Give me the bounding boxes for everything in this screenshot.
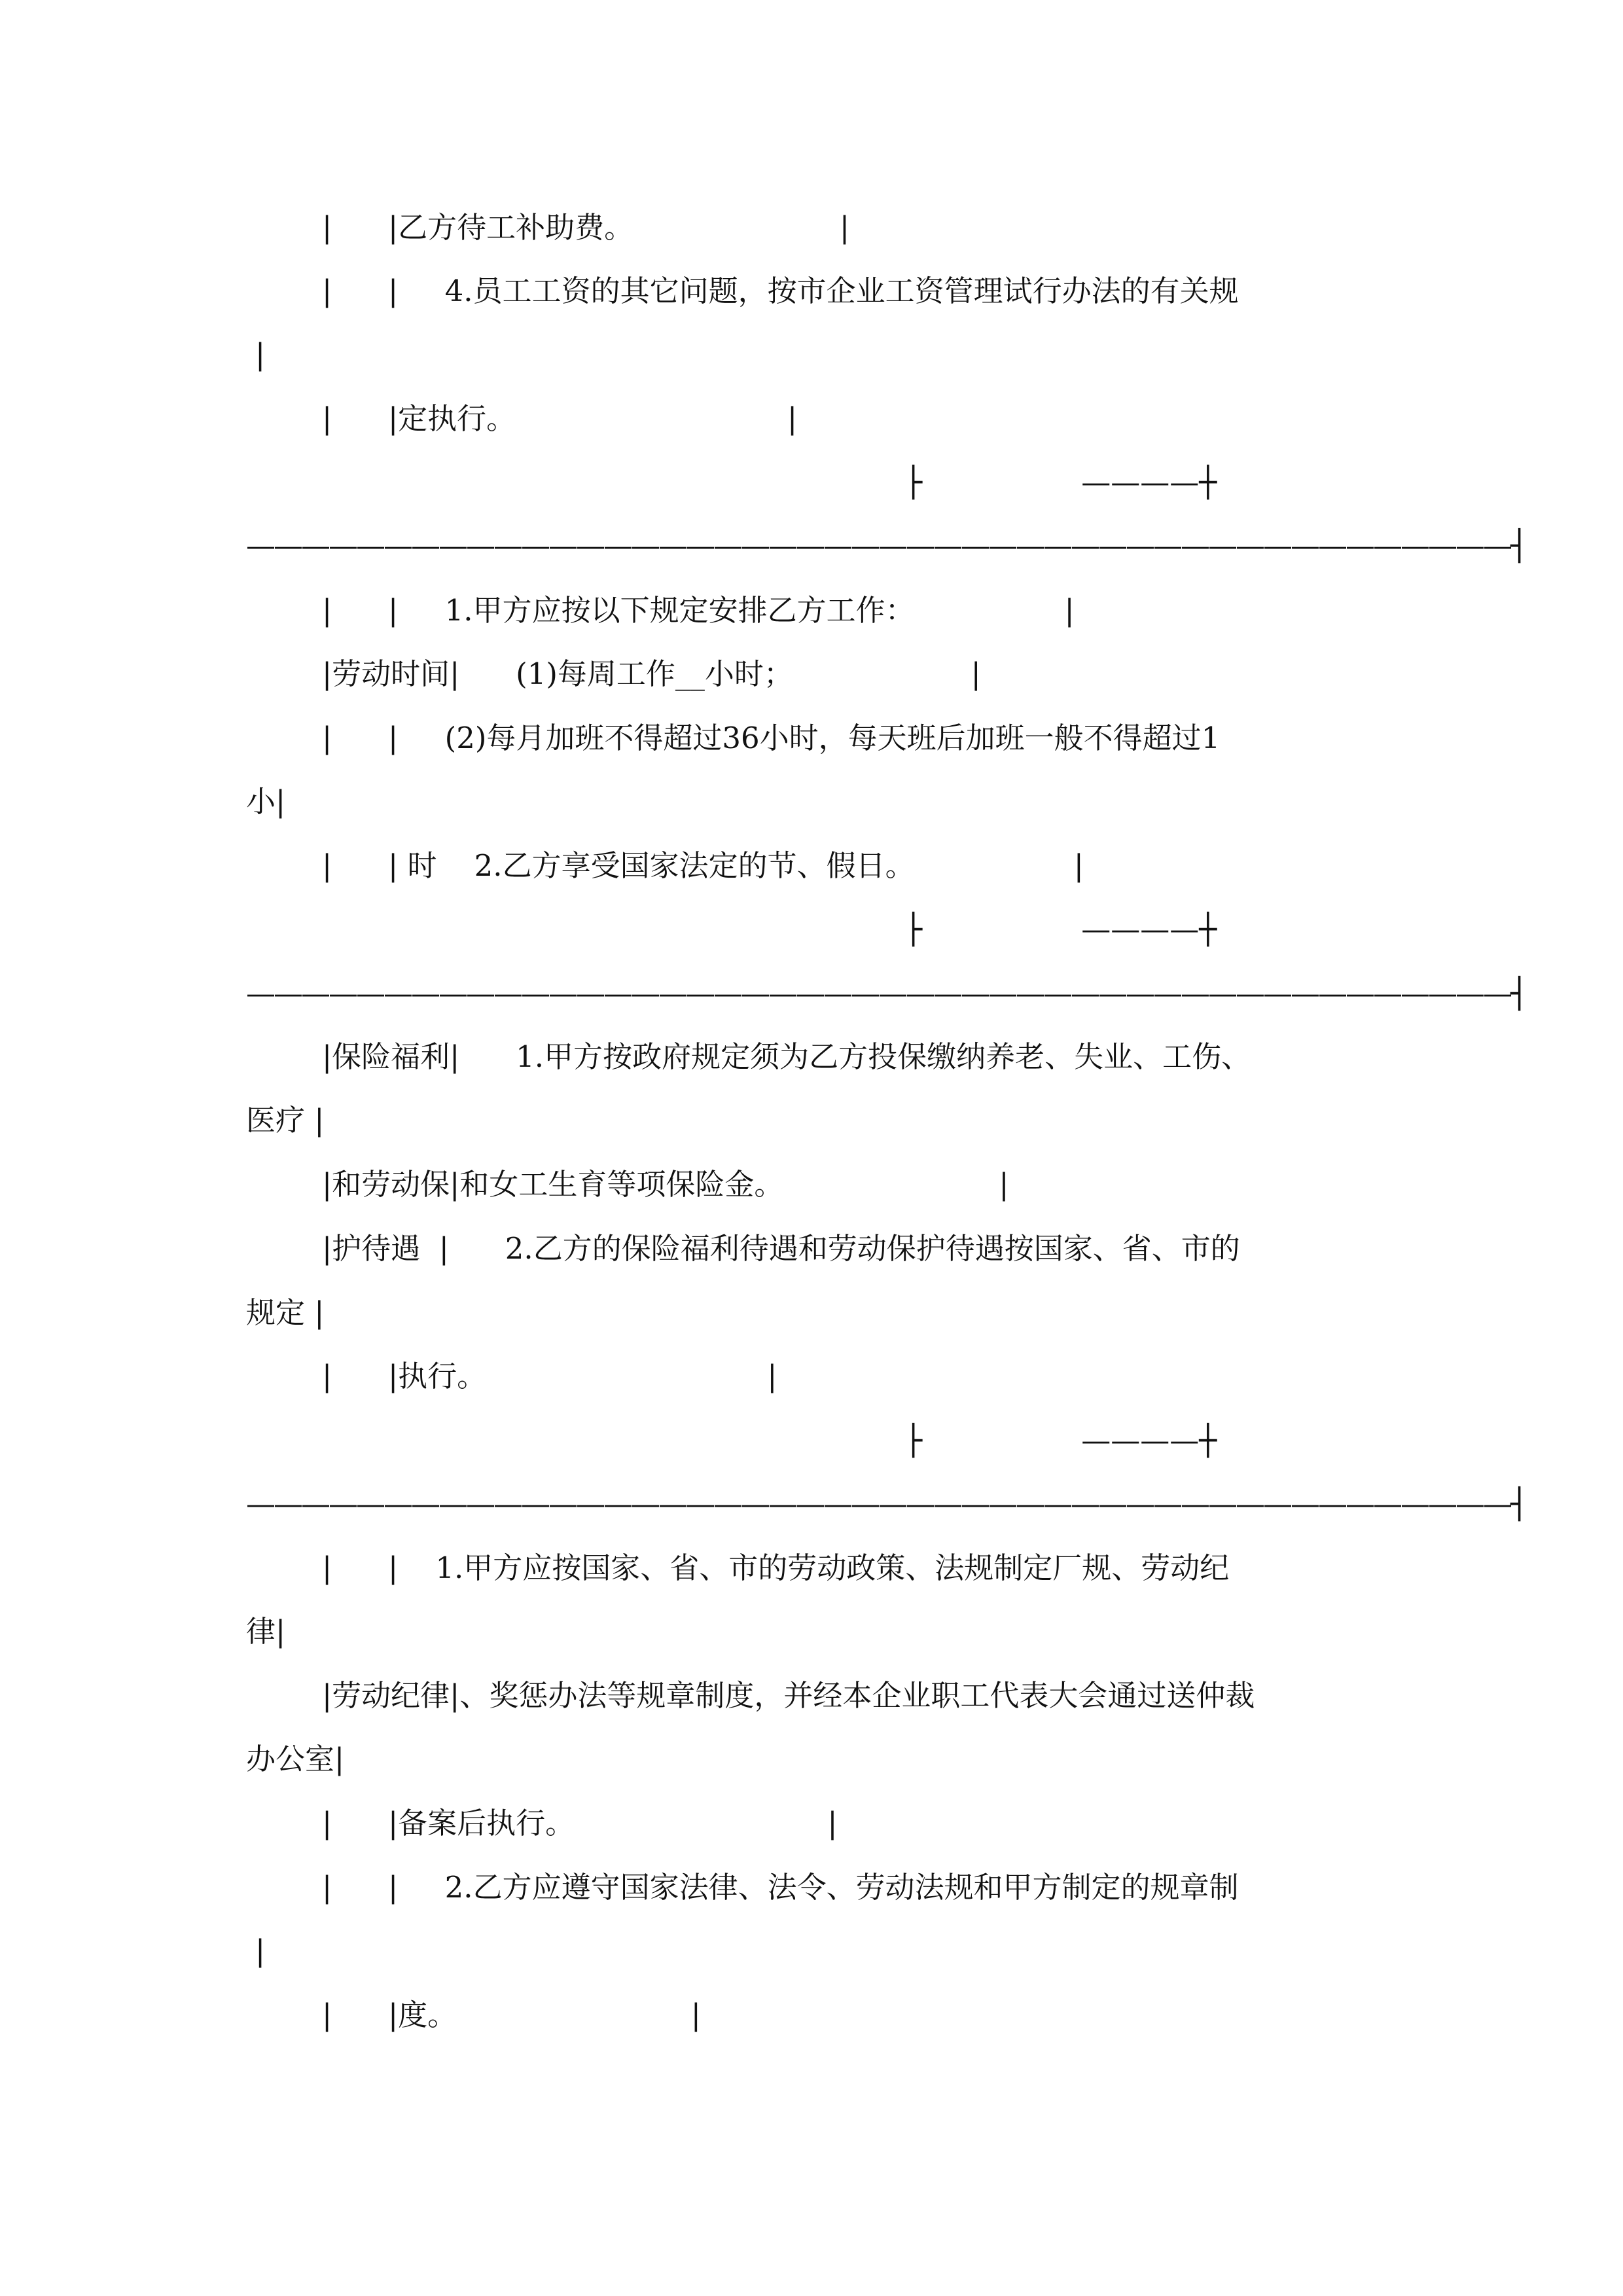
table-rule: ——————————————————————————————————————————————┤ — [246, 976, 1527, 1011]
text-line: 规定 | — [246, 1295, 325, 1330]
table-rule: ├ ————┼ — [904, 912, 1217, 946]
text-line: |劳动纪律|、奖惩办法等规章制度，并经本企业职工代表大会通过送仲裁 — [322, 1678, 1255, 1713]
text-line: 律| — [246, 1614, 286, 1649]
text-line: 办公室| — [246, 1742, 345, 1776]
text-line: | — [255, 1933, 266, 1968]
table-rule: ├ ————┼ — [904, 465, 1217, 499]
text-line: | |乙方待工补助费。 | — [322, 210, 850, 245]
table-rule: ——————————————————————————————————————————————┤ — [246, 1486, 1527, 1521]
text-line: | — [255, 337, 266, 372]
text-line: |和劳动保|和女工生育等项保险金。 | — [322, 1167, 1009, 1202]
text-line: | | (2)每月加班不得超过36小时，每天班后加班一般不得超过1 — [322, 721, 1221, 755]
text-line: | |度。 | — [322, 1998, 701, 2032]
text-line: | | 时 2.乙方享受国家法定的节、假日。 | — [322, 848, 1084, 883]
text-line: | | 4.员工工资的其它问题，按市企业工资管理试行办法的有关规 — [322, 274, 1239, 308]
text-line: | |备案后执行。 | — [322, 1806, 838, 1840]
text-line: | |定执行。 | — [322, 401, 798, 436]
text-line: 小| — [246, 784, 286, 819]
text-line: |劳动时间| (1)每周工作__小时； | — [322, 656, 981, 691]
text-line: | | 1.甲方应按国家、省、市的劳动政策、法规制定厂规、劳动纪 — [322, 1551, 1230, 1585]
table-rule: ——————————————————————————————————————————————┤ — [246, 528, 1527, 563]
text-line: | | 2.乙方应遵守国家法律、法令、劳动法规和甲方制定的规章制 — [322, 1870, 1239, 1905]
text-line: |保险福利| 1.甲方按政府规定须为乙方投保缴纳养老、失业、工伤、 — [322, 1039, 1251, 1074]
text-line: 医疗 | — [246, 1103, 325, 1138]
table-rule: ├ ————┼ — [904, 1423, 1217, 1458]
text-line: | |执行。 | — [322, 1359, 777, 1393]
text-line: |护待遇 | 2.乙方的保险福利待遇和劳动保护待遇按国家、省、市的 — [322, 1231, 1240, 1266]
text-line: | | 1.甲方应按以下规定安排乙方工作： | — [322, 593, 1075, 628]
